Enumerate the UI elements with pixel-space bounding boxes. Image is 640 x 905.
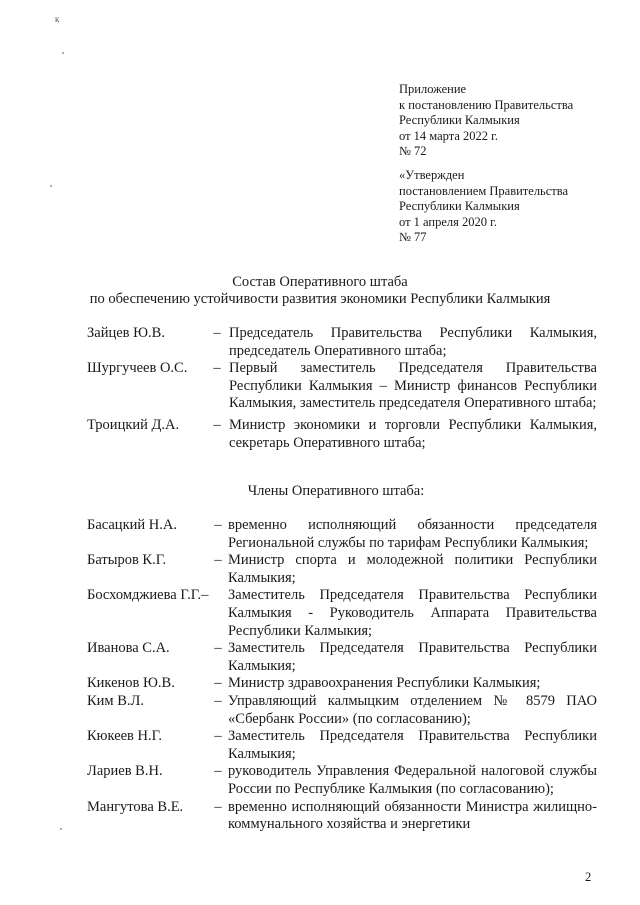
member-role: Министр спорта и молодежной политики Республики Калмыкия; xyxy=(228,552,597,586)
annex-line: к постановлению Правительства xyxy=(399,97,574,112)
annex-line: Республики Калмыкия xyxy=(399,113,520,128)
member-row xyxy=(87,552,597,587)
leader-row xyxy=(87,417,597,452)
corner-mark: к xyxy=(55,14,60,24)
leader-row xyxy=(87,360,597,413)
member-name: Ким В.Л. xyxy=(87,692,144,709)
member-name: Шургучеев О.С. xyxy=(87,360,188,377)
member-dash: – xyxy=(214,640,222,657)
member-dash: – xyxy=(214,692,222,709)
member-role: временно исполняющий обязанности председателя Региональной службы по тарифам Республики Калмыкия; xyxy=(228,517,597,551)
member-row xyxy=(87,693,597,728)
annex-line: Приложение xyxy=(399,82,467,96)
member-row xyxy=(87,640,597,675)
member-name: Босхомджиева Г.Г.– xyxy=(87,587,209,604)
member-row xyxy=(87,799,597,834)
member-role: Заместитель Председателя Правительства Республики Калмыкия; xyxy=(228,728,597,762)
member-role: руководитель Управления Федеральной налоговой службы России по Республике Калмыкия (по согласованию); xyxy=(228,763,597,797)
member-role: Управляющий калмыцким отделением № 8579 ПАО «Сбербанк России» (по согласованию); xyxy=(228,692,597,727)
member-dash: – xyxy=(214,675,222,692)
member-row xyxy=(87,728,597,763)
member-row xyxy=(87,587,597,640)
member-name: Троицкий Д.А. xyxy=(87,416,180,433)
annex-note xyxy=(399,82,573,160)
member-dash: – xyxy=(213,325,221,341)
member-role: Председатель Правительства Республики Калмыкия, председатель Оперативного штаба; xyxy=(229,325,597,359)
member-role: Первый заместитель Председателя Правительства Республики Калмыкия – Министр финансов Республики Калмыкия, заместитель председателя Оперативного штаба; xyxy=(229,360,597,412)
annex-line: от 14 марта 2022 г. xyxy=(399,128,499,143)
member-name: Басацкий Н.А. xyxy=(87,517,177,533)
approved-note xyxy=(399,168,568,246)
member-row xyxy=(87,517,597,552)
member-dash xyxy=(208,587,228,640)
approved-line: постановлением Правительства xyxy=(399,183,569,198)
approved-line: от 1 апреля 2020 г. xyxy=(399,214,497,229)
member-name: Лариев В.Н. xyxy=(87,763,163,780)
member-role: временно исполняющий обязанности Министра жилищно-коммунального хозяйства и энергетики xyxy=(228,798,597,833)
member-dash: – xyxy=(214,798,222,815)
member-row xyxy=(87,675,597,693)
member-name: Батыров К.Г. xyxy=(87,552,167,569)
member-name: Иванова С.А. xyxy=(87,640,170,657)
members-heading: Члены Оперативного штаба: xyxy=(247,483,425,499)
member-name: Мангутова В.Е. xyxy=(87,798,184,815)
title-line-1: Состав Оперативного штаба xyxy=(232,274,408,290)
member-role: Заместитель Председателя Правительства Республики Калмыкия - Руководитель Аппарата Правительства Республики Калмыкия; xyxy=(228,587,597,639)
member-dash: – xyxy=(214,552,222,569)
scan-speck xyxy=(50,185,52,187)
leadership-list xyxy=(87,325,597,452)
member-role: Министр здравоохранения Республики Калмыкия; xyxy=(228,675,541,692)
member-name: Кикенов Ю.В. xyxy=(87,675,175,692)
member-role: Министр экономики и торговли Республики Калмыкия, секретарь Оперативного штаба; xyxy=(229,416,597,451)
leader-row xyxy=(87,325,597,360)
page-number: 2 xyxy=(585,870,592,884)
member-dash: – xyxy=(214,517,222,533)
member-dash: – xyxy=(214,728,222,745)
member-name: Кюкеев Н.Г. xyxy=(87,728,162,745)
member-name: Зайцев Ю.В. xyxy=(87,325,165,341)
scan-speck xyxy=(60,828,62,830)
approved-line: № 77 xyxy=(399,230,427,245)
annex-line: № 72 xyxy=(399,144,427,159)
member-role: Заместитель Председателя Правительства Республики Калмыкия; xyxy=(228,640,597,674)
approved-line: «Утвержден xyxy=(399,168,465,182)
approved-line: Республики Калмыкия xyxy=(399,199,520,214)
members-list xyxy=(87,517,597,834)
member-row xyxy=(87,763,597,798)
member-dash: – xyxy=(213,416,221,433)
scan-speck xyxy=(62,52,64,54)
member-dash: – xyxy=(213,360,221,377)
title-line-2: по обеспечению устойчивости развития экономики Республики Калмыкия xyxy=(89,290,551,307)
document-title xyxy=(0,274,640,307)
member-dash: – xyxy=(214,763,222,780)
